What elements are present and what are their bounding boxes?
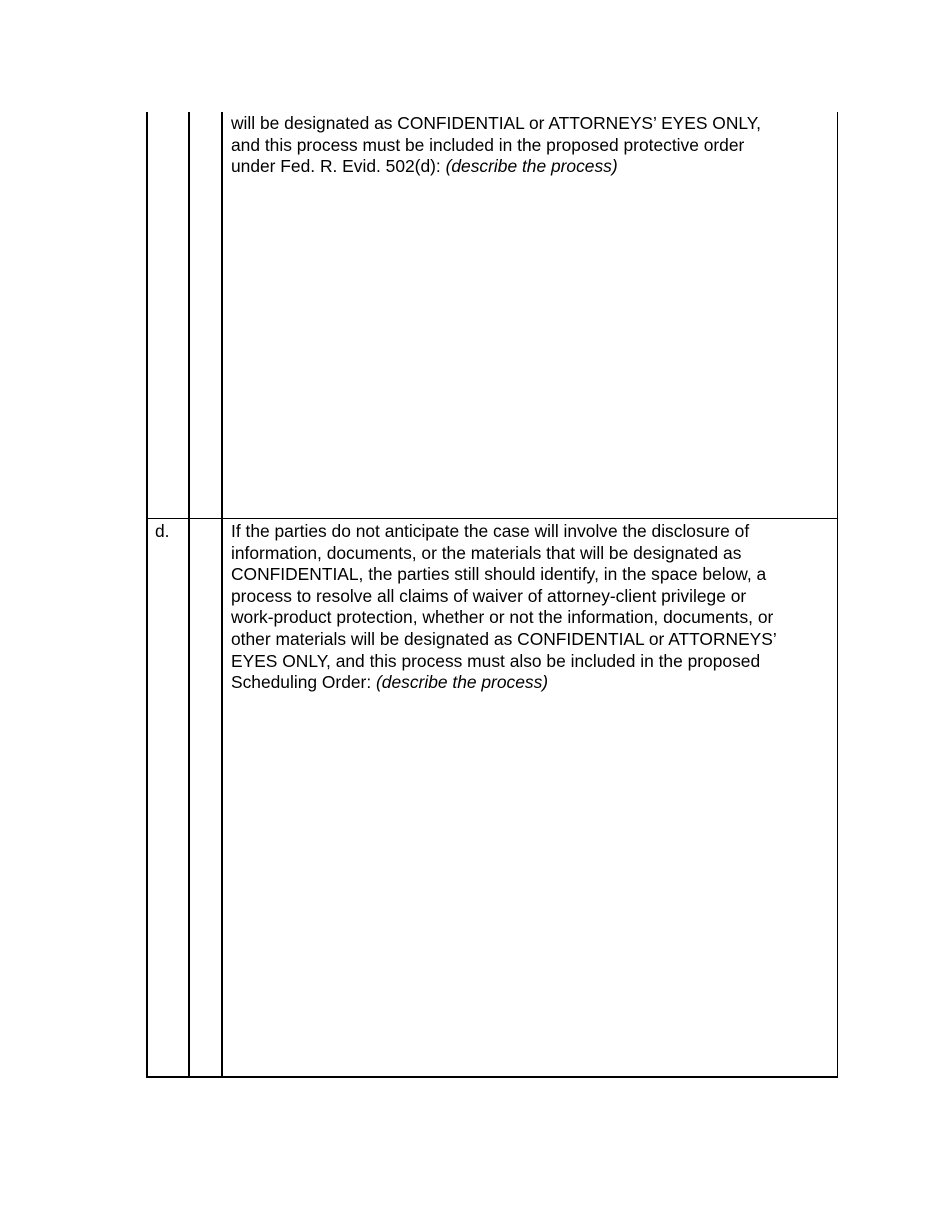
table-bottom-border	[146, 1076, 838, 1078]
text-line: other materials will be designated as CONFIDENTIAL or ATTORNEYS’	[231, 628, 777, 649]
text-line: information, documents, or the materials that will be designated as	[231, 542, 742, 563]
instruction-text: (describe the process)	[376, 672, 549, 693]
table-row-divider	[146, 518, 838, 519]
text-line: process to resolve all claims of waiver of attorney-client privilege or	[231, 585, 747, 606]
text-line	[231, 156, 761, 178]
text-line: and this process must be included in the proposed protective order	[231, 134, 745, 155]
text-line-start: under Fed. R. Evid. 502(d):	[231, 156, 446, 177]
text-line-start: Scheduling Order:	[231, 672, 377, 693]
table-left-border	[146, 112, 148, 1078]
text-line	[231, 672, 777, 694]
table-right-border	[837, 112, 838, 1078]
table-column-divider	[221, 112, 223, 1078]
table-column-divider	[188, 112, 190, 1078]
row-label: d.	[155, 521, 170, 541]
row-d-text	[231, 521, 777, 694]
text-line: work-product protection, whether or not the information, documents, or	[231, 607, 774, 628]
text-line: CONFIDENTIAL, the parties still should identify, in the space below, a	[231, 564, 767, 585]
text-line: If the parties do not anticipate the case will involve the disclosure of	[231, 521, 750, 541]
instruction-text: (describe the process)	[445, 156, 618, 177]
continued-row-text	[231, 113, 761, 178]
text-line: will be designated as CONFIDENTIAL or ATTORNEYS’ EYES ONLY,	[231, 113, 761, 133]
text-line: EYES ONLY, and this process must also be included in the proposed	[231, 650, 761, 671]
